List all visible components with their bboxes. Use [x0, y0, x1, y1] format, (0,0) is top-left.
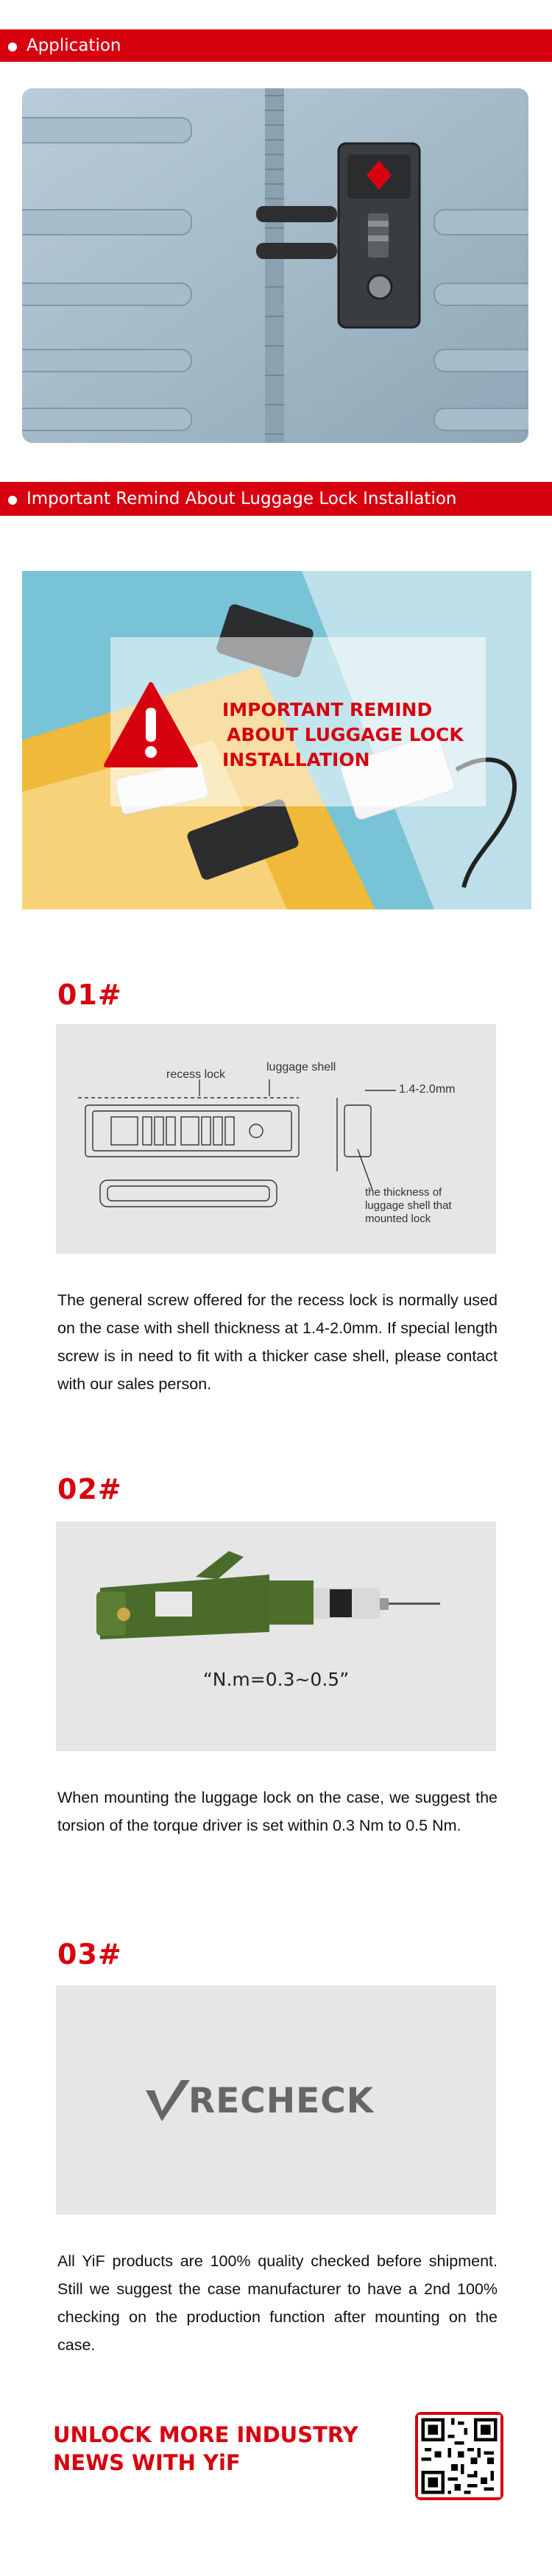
step-number-03: 03#	[57, 1938, 122, 1970]
suitcase-illustration	[22, 88, 528, 443]
label-note-line-3: mounted lock	[365, 1213, 431, 1225]
recheck-text: RECHECK	[188, 2080, 375, 2121]
label-thickness: 1.4-2.0mm	[399, 1083, 456, 1096]
check-icon	[144, 2077, 191, 2124]
section-title: Important Remind About Luggage Lock Installation	[26, 489, 457, 508]
bullet-icon: ●	[7, 492, 18, 506]
section-bar-remind	[0, 482, 552, 516]
label-note-line-2: luggage shell that	[365, 1199, 452, 1212]
torque-driver-illustration	[56, 1522, 496, 1751]
torque-value-label: “N.m=0.3~0.5”	[202, 1669, 350, 1690]
qr-code[interactable]	[415, 2412, 503, 2500]
label-recess-lock: recess lock	[166, 1068, 226, 1081]
step-02-text: When mounting the luggage lock on the case, we suggest the torsion of the torque driver is set within 0.3 Nm to 0.5 Nm.	[57, 1789, 498, 1834]
warning-icon	[103, 681, 199, 768]
step-02-figure	[56, 1522, 496, 1751]
footer-cta[interactable]	[53, 2421, 358, 2477]
step-01-figure	[56, 1024, 496, 1254]
step-01-text: The general screw offered for the recess lock is normally used on the case with shell thickness at 1.4-2.0mm. If special length screw is in need to fit with a thicker case shell, please contact with our sales person.	[57, 1291, 498, 1393]
section-title: Application	[26, 36, 121, 55]
step-number-02: 02#	[57, 1473, 122, 1505]
label-note	[365, 1186, 452, 1226]
banner-text	[222, 698, 464, 773]
cta-line-2: NEWS WITH YiF	[53, 2450, 241, 2475]
label-luggage-shell: luggage shell	[266, 1061, 336, 1074]
qr-code-pattern	[418, 2415, 500, 2497]
step-03-figure	[56, 1985, 496, 2215]
bullet-icon: ●	[7, 38, 18, 53]
step-number-01: 01#	[57, 979, 122, 1011]
remind-banner	[22, 571, 531, 909]
cta-line-1: UNLOCK MORE INDUSTRY	[53, 2422, 358, 2447]
step-03-text: All YiF products are 100% quality checked before shipment. Still we suggest the case manufacturer to have a 2nd 100% checking on the production function after mounting on the case.	[57, 2252, 498, 2354]
banner-line-1: IMPORTANT REMIND	[222, 699, 433, 720]
section-bar-application	[0, 29, 552, 62]
banner-line-2: ABOUT LUGGAGE LOCK	[227, 724, 464, 745]
label-note-line-1: the thickness of	[365, 1186, 442, 1199]
banner-line-3: INSTALLATION	[222, 749, 370, 770]
application-photo	[22, 88, 528, 443]
recheck-logo	[144, 2075, 374, 2126]
